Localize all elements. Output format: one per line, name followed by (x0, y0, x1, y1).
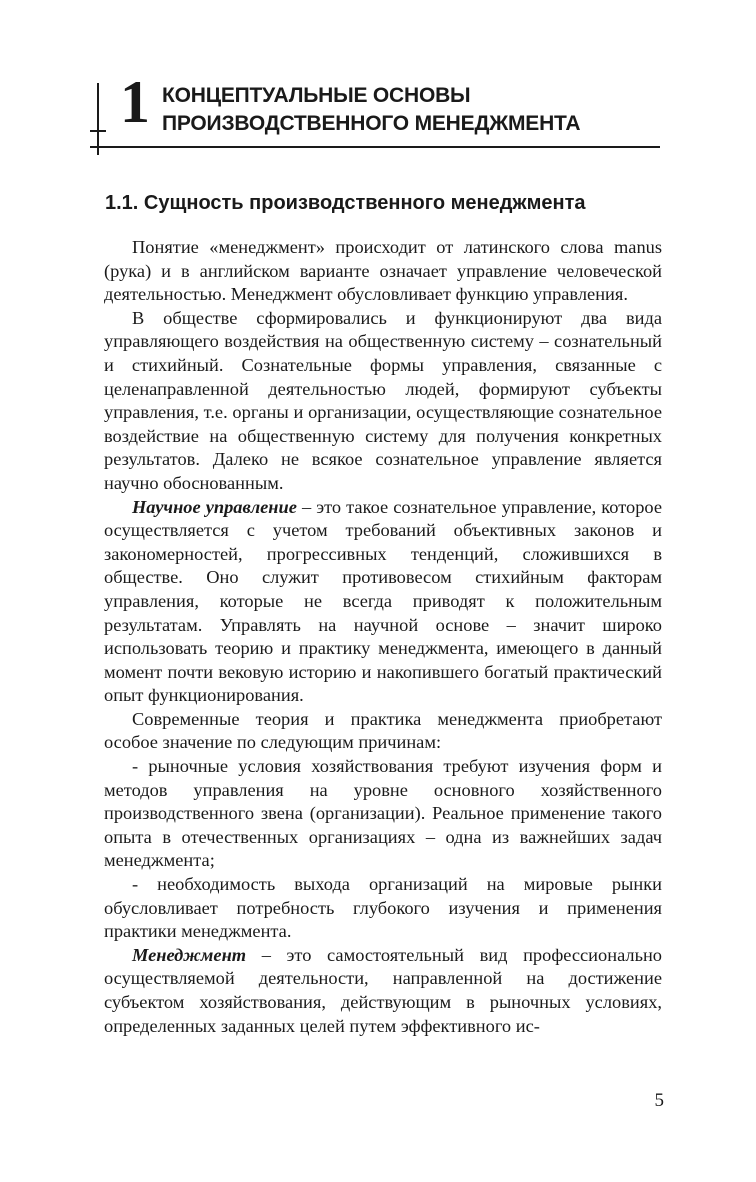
paragraph-4: Современные теория и практика менеджмента приобретают особое значение по следующим причинам: (104, 708, 662, 753)
term-scientific-management: Научное управление (132, 496, 297, 517)
list-item-1: - рыночные условия хозяйствования требуют изучения форм и методов управления на уровне основного хозяйственного производственного звена (организации). Реальное применение такого опыта в отечественных организациях – одна из важнейших задач менеджмента; (104, 756, 662, 871)
term-management: Менеджмент (132, 944, 247, 965)
paragraph-3 (104, 496, 662, 708)
chapter-title (162, 82, 580, 138)
body-text (104, 236, 662, 1038)
paragraph-7 (104, 944, 662, 1038)
list-item-2: - необходимость выхода организаций на мировые рынки обусловливает потребность глубокого изучения и применения практики менеджмента. (104, 874, 662, 942)
chapter-frame-horizontal-rule (90, 146, 660, 148)
chapter-number: 1 (120, 69, 150, 135)
paragraph-7-text: – это самостоятельный вид профессионально осуществляемой деятельности, направленной на достижение субъектом хозяйствования, действующим в рыночных условиях, определенных заданных целей путем эффективного ис- (104, 944, 662, 1036)
chapter-title-line-2: ПРОИЗВОДСТВЕННОГО МЕНЕДЖМЕНТА (162, 112, 581, 135)
chapter-frame-vertical-rule (97, 83, 99, 155)
paragraph-1: Понятие «менеджмент» происходит от латинского слова manus (рука) и в английском варианте означает управление человеческой деятельностью. Менеджмент обусловливает функцию управления. (104, 237, 662, 305)
chapter-frame-tick (90, 130, 106, 132)
page-number: 5 (654, 1090, 664, 1111)
paragraph-2: В обществе сформировались и функционируют два вида управляющего воздействия на общественную систему – сознательный и стихийный. Сознательные формы управления, связанные с целенаправленной деятельностью людей, формируют субъекты управления, т.е. органы и организации, осуществляющие сознательное воздействие на общественную систему для получения конкретных результатов. Далеко не всякое сознательное управление является научно обоснованным. (104, 307, 662, 493)
section-heading: 1.1. Сущность производственного менеджмента (105, 192, 586, 214)
paragraph-3-text: – это такое сознательное управление, которое осуществляется с учетом требований объективных законов и закономерностей, прогрессивных тенденций, сложившихся в обществе. Оно служит противовесом стихийным факторам управления, которые не всегда приводят к положительным результатам. Управлять на научной основе – значит широко использовать теорию и практику менеджмента, имеющего в данный момент почти вековую историю и накопившего богатый практический опыт функционирования. (104, 496, 662, 706)
chapter-title-line-1: КОНЦЕПТУАЛЬНЫЕ ОСНОВЫ (162, 84, 471, 107)
